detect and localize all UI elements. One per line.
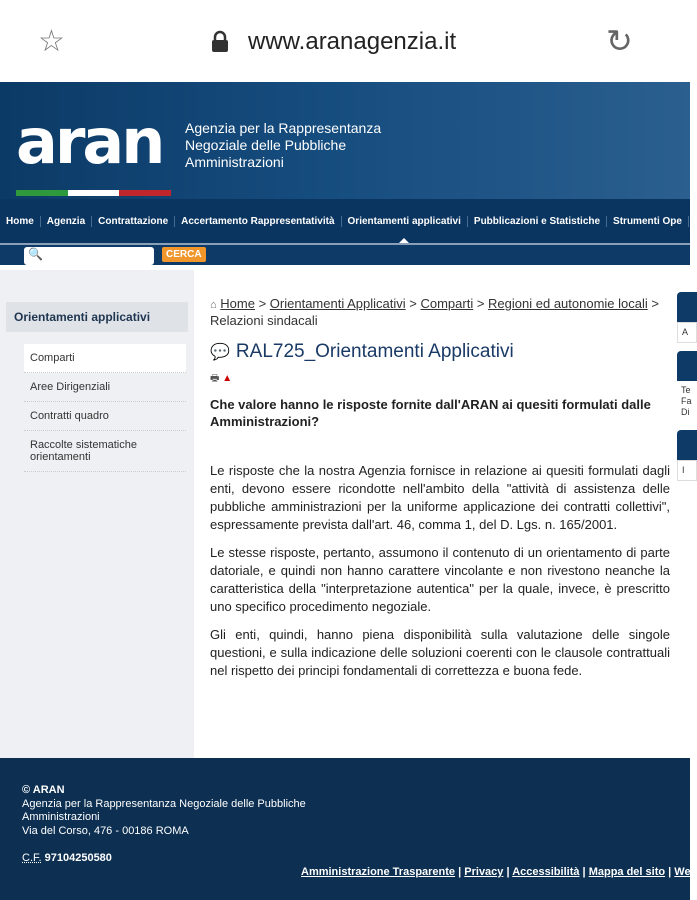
sidebar-title[interactable]: Orientamenti applicativi bbox=[6, 302, 188, 332]
answer-body bbox=[210, 462, 670, 680]
footer-link-mappa[interactable]: Mappa del sito bbox=[588, 866, 666, 878]
search-icon: 🔍 bbox=[28, 247, 43, 261]
paragraph: Le risposte che la nostra Agenzia fornisce in relazione ai quesiti formulati dagli enti, devono essere ricondotte nell'ambito della "attività di assistenza delle pubbliche amministrazioni per la uniforme applicazione dei contratti collettivi", espressamente prevista dall'art. 46, comma 1, del D. Lgs. n. 165/2001. bbox=[210, 463, 670, 532]
widget-header[interactable] bbox=[677, 430, 697, 460]
widget-text: Te Fa Di bbox=[681, 385, 692, 417]
breadcrumb-home[interactable]: Home bbox=[220, 296, 255, 311]
footer-link-web[interactable]: Web bbox=[674, 866, 697, 878]
aran-logo[interactable]: aran bbox=[16, 105, 163, 178]
breadcrumb-sep: > bbox=[473, 296, 489, 311]
home-icon: ⌂ bbox=[210, 299, 217, 311]
footer-line: Amministrazioni bbox=[22, 811, 100, 823]
browser-url-bar bbox=[0, 0, 690, 82]
action-icons bbox=[210, 371, 670, 388]
agency-line: Negoziale delle Pubbliche bbox=[185, 137, 347, 153]
breadcrumb bbox=[210, 296, 670, 329]
footer-link-trasparente[interactable]: Amministrazione Trasparente bbox=[301, 866, 456, 878]
agency-name bbox=[185, 120, 381, 171]
footer-copyright: © ARAN bbox=[22, 784, 65, 796]
right-widgets bbox=[677, 292, 697, 489]
breadcrumb-comparti[interactable]: Comparti bbox=[420, 296, 474, 311]
search-bar bbox=[0, 243, 690, 265]
paragraph: Gli enti, quindi, hanno piena disponibilità sulla valutazione delle singole questioni, e sulla indicazione delle soluzioni coerenti con le clausole contrattuali nel rispetto dei principi fondamentali di correttezza e buona fede. bbox=[210, 627, 670, 678]
sidebar-item-raccolte[interactable]: Raccolte sistematiche orientamenti bbox=[24, 431, 186, 472]
breadcrumb-orientamenti[interactable]: Orientamenti Applicativi bbox=[269, 296, 406, 311]
reload-icon[interactable]: ↻ bbox=[606, 23, 633, 59]
cf-value: 97104250580 bbox=[44, 852, 112, 864]
agency-line: Amministrazioni bbox=[185, 154, 284, 170]
main-nav bbox=[0, 199, 690, 243]
url-text[interactable]: www.aranagenzia.it bbox=[248, 28, 457, 55]
breadcrumb-regioni[interactable]: Regioni ed autonomie locali bbox=[488, 296, 648, 311]
page-title-row bbox=[210, 341, 670, 363]
nav-orientamenti[interactable]: Orientamenti applicativi bbox=[342, 216, 468, 227]
speech-bubble-icon: 💬 bbox=[210, 344, 230, 361]
footer-address: Via del Corso, 476 - 00186 ROMA bbox=[22, 824, 189, 837]
lock-icon bbox=[210, 30, 230, 52]
nav-pubblicazioni[interactable]: Pubblicazioni e Statistiche bbox=[468, 216, 607, 227]
page-title: RAL725_Orientamenti Applicativi bbox=[235, 341, 514, 362]
footer-links: Amministrazione Trasparente | Privacy | Accessibilità | Mappa del sito | Web bbox=[301, 866, 697, 878]
nav-accertamento[interactable]: Accertamento Rappresentatività bbox=[175, 216, 341, 227]
breadcrumb-current: Relazioni sindacali bbox=[210, 313, 318, 328]
footer bbox=[0, 758, 697, 900]
breadcrumb-sep: > bbox=[405, 296, 421, 311]
nav-strumenti[interactable]: Strumenti Ope bbox=[607, 216, 689, 227]
site-header bbox=[0, 82, 690, 199]
sidebar-item-comparti[interactable]: Comparti bbox=[24, 344, 186, 373]
footer-cf bbox=[22, 852, 112, 864]
footer-line: Agenzia per la Rappresentanza Negoziale delle Pubbliche bbox=[22, 797, 306, 810]
bookmark-star-icon[interactable]: ☆ bbox=[38, 25, 65, 58]
italian-flag-stripe bbox=[16, 190, 171, 196]
nav-contrattazione[interactable]: Contrattazione bbox=[92, 216, 175, 227]
print-icon[interactable]: 🖶 bbox=[210, 373, 220, 384]
search-button[interactable]: CERCA bbox=[162, 247, 206, 262]
cf-label: C.F. bbox=[22, 852, 42, 864]
widget-text: A bbox=[677, 322, 697, 343]
question: Che valore hanno le risposte fornite dall'ARAN ai quesiti formulati dalle Amministrazioni? bbox=[210, 397, 651, 429]
nav-home[interactable]: Home bbox=[0, 216, 41, 227]
widget-header[interactable] bbox=[677, 351, 697, 381]
sidebar bbox=[0, 270, 194, 758]
breadcrumb-sep: > bbox=[254, 296, 270, 311]
main-content bbox=[210, 296, 670, 690]
nav-agenzia[interactable]: Agenzia bbox=[41, 216, 92, 227]
footer-link-accessibilita[interactable]: Accessibilità bbox=[512, 866, 580, 878]
sidebar-item-contratti-quadro[interactable]: Contratti quadro bbox=[24, 402, 186, 431]
pdf-icon[interactable]: ▲ bbox=[222, 373, 233, 384]
search-input[interactable] bbox=[24, 247, 154, 265]
sidebar-item-aree-dirigenziali[interactable]: Aree Dirigenziali bbox=[24, 373, 186, 402]
agency-line: Agenzia per la Rappresentanza bbox=[185, 120, 382, 136]
paragraph: Le stesse risposte, pertanto, assumono il contenuto di un orientamento di parte datoriale, e quindi non hanno carattere vincolante e non rivestono neanche la caratteristica della "interpretazione autentica" per la quale, invece, è prescritto uno specifico procedimento negoziale. bbox=[210, 545, 670, 614]
breadcrumb-sep: > bbox=[647, 296, 659, 311]
widget-text: I bbox=[677, 460, 697, 481]
widget-header[interactable] bbox=[677, 292, 697, 322]
footer-link-privacy[interactable]: Privacy bbox=[464, 866, 504, 878]
